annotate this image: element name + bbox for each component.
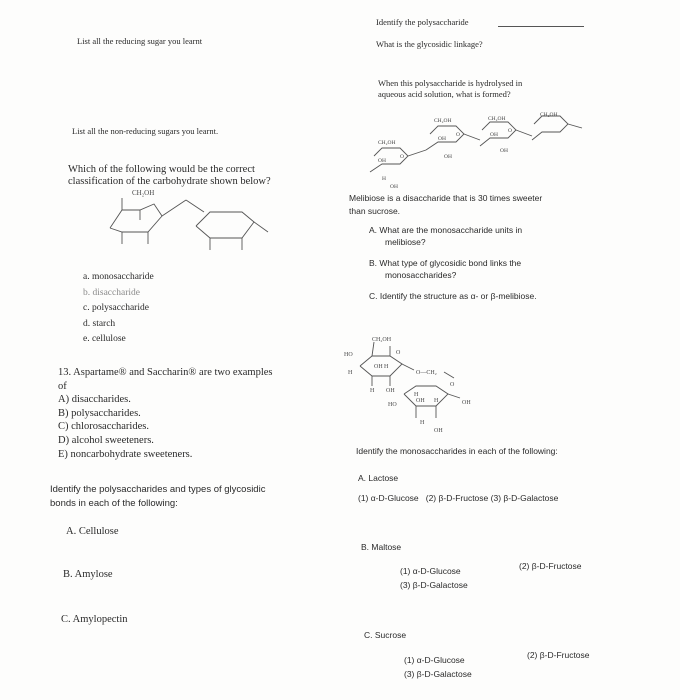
struct-label: O bbox=[508, 128, 512, 134]
struct-label: OH bbox=[490, 132, 498, 138]
struct-label: H bbox=[420, 420, 425, 426]
aspartame-option-e[interactable]: E) noncarbohydrate sweeteners. bbox=[58, 448, 193, 460]
struct-label: O bbox=[456, 132, 460, 138]
struct-label: OH bbox=[378, 158, 386, 164]
sucrose-option-2[interactable]: (2) β-D-Fructose bbox=[527, 650, 590, 660]
struct-label: H bbox=[434, 398, 439, 404]
struct-label: OH bbox=[434, 428, 443, 434]
struct-label: OH bbox=[374, 364, 383, 370]
sucrose-label: C. Sucrose bbox=[364, 630, 407, 640]
classification-question: Which of the following would be the correct classification of the carbohydrate shown below? bbox=[68, 164, 271, 187]
struct-label: H bbox=[384, 364, 389, 370]
item-amylose: B. Amylose bbox=[63, 569, 113, 580]
melibiose-question-c: C. Identify the structure as α- or β-melibiose. bbox=[369, 291, 537, 301]
maltose-label: B. Maltose bbox=[361, 542, 402, 552]
struct-label: OH bbox=[386, 388, 395, 394]
aspartame-option-a[interactable]: A) disaccharides. bbox=[58, 394, 131, 406]
melibiose-question-a: A. What are the monosaccharide units in melibiose? bbox=[369, 225, 523, 247]
maltose-option-3[interactable]: (3) β-D-Galactose bbox=[400, 580, 468, 590]
lactose-options bbox=[358, 493, 558, 503]
sucrose-option-1[interactable]: (1) α-D-Glucose bbox=[404, 655, 465, 665]
maltose-options-left bbox=[400, 564, 468, 592]
struct-label: CH₂OH bbox=[372, 337, 392, 343]
struct-label: H bbox=[370, 388, 375, 394]
struct-label: CH₂OH bbox=[132, 189, 155, 197]
struct-label: O bbox=[450, 382, 455, 388]
struct-label: O—CH₂ bbox=[416, 370, 437, 376]
struct-label: CH₂OH bbox=[540, 112, 558, 118]
struct-label: H bbox=[348, 370, 353, 376]
polysaccharide-question: Identify the polysaccharides and types of glycosidic bonds in each of the following: bbox=[50, 484, 266, 509]
struct-label: OH bbox=[438, 136, 446, 142]
aspartame-question: 13. Aspartame® and Saccharin® are two examples of A) disaccharides. B) polysaccharides. C) chlorosaccharides. D) alcohol sweeteners. E) noncarbohydrate sweeteners. bbox=[58, 367, 273, 460]
aspartame-option-c[interactable]: C) chlorosaccharides. bbox=[58, 421, 149, 433]
struct-label: O bbox=[400, 154, 404, 160]
glycosidic-linkage-question: What is the glycosidic linkage? bbox=[376, 39, 483, 49]
struct-label: OH bbox=[500, 148, 508, 154]
sucrose-options-left bbox=[404, 653, 472, 681]
option-d[interactable]: d. starch bbox=[83, 318, 116, 329]
monosaccharide-question: Identify the monosaccharides in each of the following: bbox=[356, 446, 558, 456]
melibiose-intro: Melibiose is a disaccharide that is 30 times sweeter than sucrose. bbox=[349, 193, 543, 216]
classification-options bbox=[83, 270, 154, 348]
option-c[interactable]: c. polysaccharide bbox=[83, 303, 149, 313]
struct-label: H bbox=[414, 392, 419, 398]
lactose-option-1[interactable]: (1) α-D-Glucose bbox=[358, 493, 419, 503]
aspartame-option-b[interactable]: B) polysaccharides. bbox=[58, 407, 141, 419]
option-b[interactable]: b. disaccharide bbox=[83, 287, 140, 298]
melibiose-structure bbox=[344, 332, 494, 444]
struct-label: OH bbox=[444, 154, 452, 160]
disaccharide-structure bbox=[92, 186, 277, 270]
answer-line bbox=[498, 26, 584, 27]
maltose-option-1[interactable]: (1) α-D-Glucose bbox=[400, 566, 461, 576]
item-amylopectin: C. Amylopectin bbox=[61, 614, 128, 625]
sucrose-option-3[interactable]: (3) β-D-Galactose bbox=[404, 669, 472, 679]
struct-label: OH bbox=[416, 398, 425, 404]
struct-label: CH₂OH bbox=[488, 116, 506, 122]
struct-label: CH₂OH bbox=[378, 140, 396, 146]
struct-label: HO bbox=[344, 352, 353, 358]
struct-label: H bbox=[382, 176, 386, 182]
option-e[interactable]: e. cellulose bbox=[83, 334, 126, 344]
struct-label: OH bbox=[390, 184, 398, 190]
option-a[interactable]: a. monosaccharide bbox=[83, 272, 154, 282]
struct-label: CH₂OH bbox=[434, 118, 452, 124]
reducing-sugar-question: List all the reducing sugar you learnt bbox=[77, 36, 203, 46]
aspartame-option-d[interactable]: D) alcohol sweeteners. bbox=[58, 434, 154, 446]
lactose-option-3[interactable]: (3) β-D-Galactose bbox=[490, 493, 559, 503]
lactose-label: A. Lactose bbox=[358, 473, 399, 483]
maltose-option-2[interactable]: (2) β-D-Fructose bbox=[519, 561, 582, 571]
struct-label: HO bbox=[388, 402, 397, 408]
melibiose-question-b: B. What type of glycosidic bond links the monosaccharides? bbox=[369, 258, 522, 280]
struct-label: O bbox=[396, 350, 401, 356]
nonreducing-sugar-question: List all the non-reducing sugars you learnt. bbox=[72, 126, 219, 136]
struct-label: OH bbox=[462, 400, 471, 406]
identify-polysaccharide: Identify the polysaccharide bbox=[376, 17, 469, 27]
hydrolysis-question: When this polysaccharide is hydrolysed in aqueous acid solution, what is formed? bbox=[378, 78, 523, 99]
lactose-option-2[interactable]: (2) β-D-Fructose bbox=[425, 493, 489, 503]
polysaccharide-structure bbox=[360, 112, 590, 192]
item-cellulose: A. Cellulose bbox=[66, 526, 119, 537]
